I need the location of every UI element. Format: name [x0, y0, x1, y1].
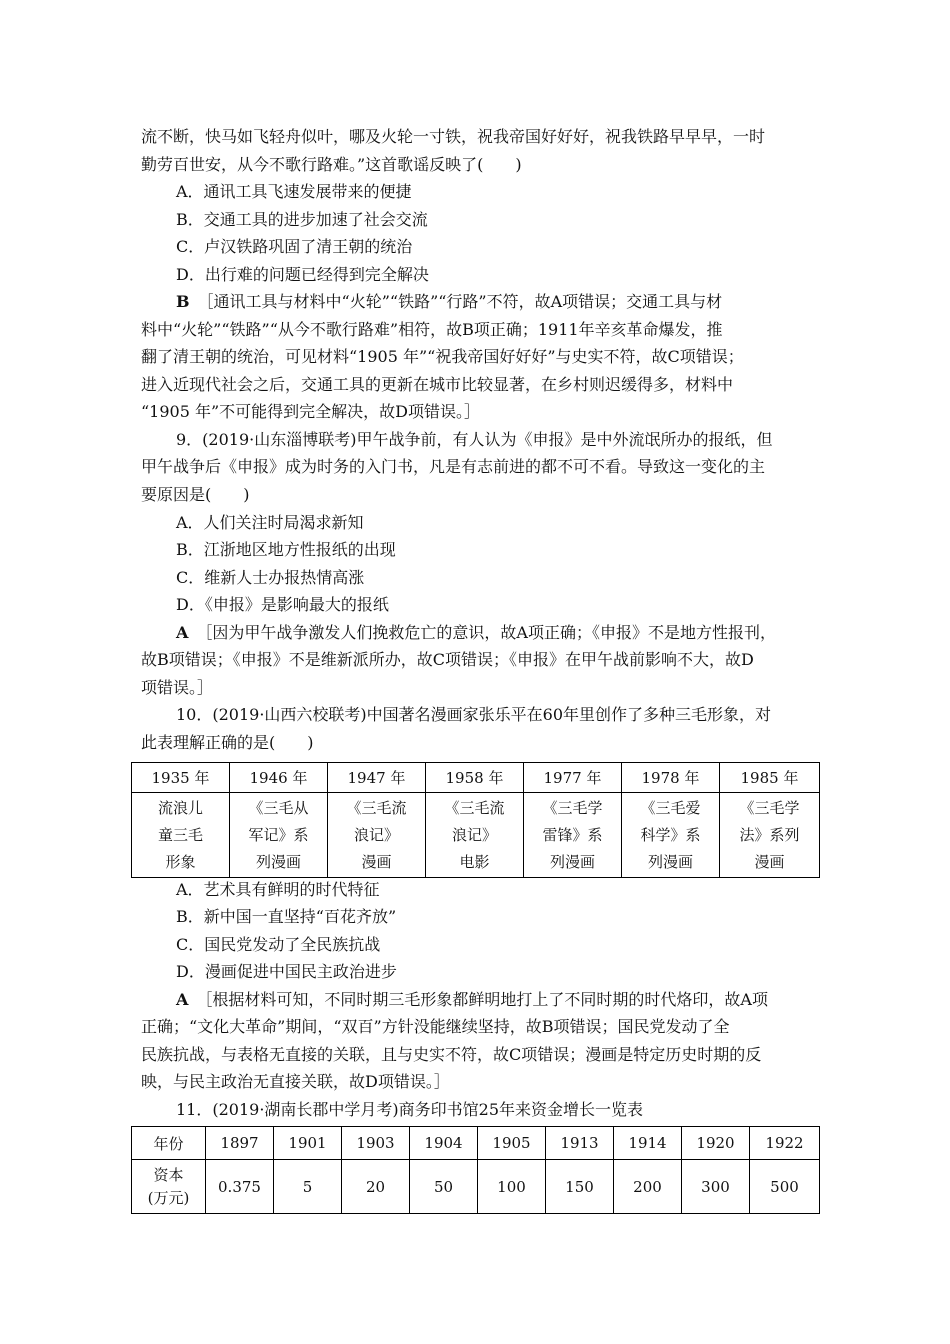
- q11-capital-cell: 500: [750, 1160, 820, 1214]
- q10-answer-key: A: [176, 990, 189, 1009]
- q8-option-d: D．出行难的问题已经得到完全解决: [176, 265, 429, 284]
- q11-capital-cell: 150: [546, 1160, 614, 1214]
- q10-option-b: B．新中国一直坚持“百花齐放”: [176, 907, 397, 926]
- q11-capital-cell: 5: [274, 1160, 342, 1214]
- q10-explanation-4: 映，与民主政治无直接关联，故D项错误。］: [141, 1072, 450, 1091]
- q11-capital-label: 资本 (万元): [132, 1160, 206, 1214]
- q10-year-cell: 1985 年: [720, 763, 820, 793]
- q11-year-cell: 1903: [342, 1127, 410, 1160]
- q11-year-cell: 1913: [546, 1127, 614, 1160]
- q11-capital-cell: 200: [614, 1160, 682, 1214]
- q8-stem-line-2: 勤劳百世安，从今不歌行路难。”这首歌谣反映了( ): [141, 155, 522, 174]
- q10-work-cell: 《三毛爱 科学》系 列漫画: [622, 793, 720, 878]
- q11-year-cell: 1920: [682, 1127, 750, 1160]
- q10-year-cell: 1935 年: [132, 763, 230, 793]
- q10-year-cell: 1978 年: [622, 763, 720, 793]
- q11-capital-table: [131, 1126, 820, 1214]
- q11-year-cell: 1922: [750, 1127, 820, 1160]
- q9-stem-line-2: 甲午战争后《申报》成为时务的入门书，凡是有志前进的都不可不看。导致这一变化的主: [141, 457, 766, 476]
- q11-capital-cell: 100: [478, 1160, 546, 1214]
- q10-answer-line-1: [176, 989, 768, 1011]
- q10-year-cell: 1977 年: [524, 763, 622, 793]
- q9-option-a: A．人们关注时局渴求新知: [176, 513, 364, 532]
- q9-explanation-2: 故B项错误；《申报》不是维新派所办，故C项错误；《申报》在甲午战前影响不大，故D: [141, 650, 754, 669]
- q11-capital-cell: 300: [682, 1160, 750, 1214]
- q10-year-cell: 1947 年: [328, 763, 426, 793]
- q8-option-b: B．交通工具的进步加速了社会交流: [176, 210, 428, 229]
- q10-table-year-row: [132, 763, 820, 793]
- q8-option-a: A．通讯工具飞速发展带来的便捷: [176, 182, 412, 201]
- q11-year-cell: 1897: [206, 1127, 274, 1160]
- q8-explanation-2: 料中“火轮”“铁路”“从今不歌行路难”相符，故B项正确；1911年辛亥革命爆发，推: [141, 320, 723, 339]
- q10-work-cell: 《三毛流 浪记》 电影: [426, 793, 524, 878]
- q9-explanation-3: 项错误。］: [141, 678, 214, 697]
- q11-year-cell: 1904: [410, 1127, 478, 1160]
- q10-option-c: C．国民党发动了全民族抗战: [176, 935, 381, 954]
- q11-year-cell: 1905: [478, 1127, 546, 1160]
- q11-capital-cell: 0.375: [206, 1160, 274, 1214]
- q9-option-c: C．维新人士办报热情高涨: [176, 568, 365, 587]
- q10-work-cell: 《三毛流 浪记》 漫画: [328, 793, 426, 878]
- q10-work-cell: 《三毛学 雷锋》系 列漫画: [524, 793, 622, 878]
- q10-work-cell: 《三毛从 军记》系 列漫画: [230, 793, 328, 878]
- q8-answer-line-1: [176, 291, 722, 313]
- q8-answer-key: B: [176, 292, 190, 311]
- q10-option-a: A．艺术具有鲜明的时代特征: [176, 880, 380, 899]
- q8-explanation-1: ［通讯工具与材料中“火轮”“铁路”“行路”不符，故A项错误；交通工具与材: [197, 292, 723, 311]
- q11-year-cell: 1901: [274, 1127, 342, 1160]
- q8-explanation-4: 进入近现代社会之后，交通工具的更新在城市比较显著，在乡村则迟缓得多，材料中: [141, 375, 734, 394]
- q11-year-label: 年份: [132, 1127, 206, 1160]
- q9-answer-key: A: [176, 623, 189, 642]
- q11-capital-row: [132, 1160, 820, 1214]
- q9-stem-line-1: 9．(2019·山东淄博联考)甲午战争前，有人认为《申报》是中外流氓所办的报纸，但: [176, 430, 773, 449]
- q9-answer-line-1: [176, 622, 776, 644]
- q11-capital-cell: 20: [342, 1160, 410, 1214]
- q11-year-row: [132, 1127, 820, 1160]
- q10-work-cell: 流浪儿 童三毛 形象: [132, 793, 230, 878]
- q10-table-work-row: [132, 793, 820, 878]
- q10-work-cell: 《三毛学 法》系列 漫画: [720, 793, 820, 878]
- q10-explanation-2: 正确；“文化大革命”期间，“双百”方针没能继续坚持，故B项错误；国民党发动了全: [141, 1017, 730, 1036]
- q10-explanation-3: 民族抗战，与表格无直接的关联，且与史实不符，故C项错误；漫画是特定历史时期的反: [141, 1045, 762, 1064]
- q9-stem-line-3: 要原因是( ): [141, 485, 250, 504]
- q9-explanation-1: ［因为甲午战争激发人们挽救危亡的意识，故A项正确；《申报》不是地方性报刊，: [196, 623, 776, 642]
- q8-option-c: C．卢汉铁路巩固了清王朝的统治: [176, 237, 413, 256]
- q10-sanmao-table: [131, 762, 820, 878]
- q11-year-cell: 1914: [614, 1127, 682, 1160]
- q9-option-b: B．江浙地区地方性报纸的出现: [176, 540, 396, 559]
- q10-year-cell: 1946 年: [230, 763, 328, 793]
- q11-title: 11．(2019·湖南长郡中学月考)商务印书馆25年来资金增长一览表: [176, 1100, 644, 1119]
- q10-option-d: D．漫画促进中国民主政治进步: [176, 962, 397, 981]
- q10-year-cell: 1958 年: [426, 763, 524, 793]
- q8-explanation-3: 翻了清王朝的统治，可见材料“1905 年”“祝我帝国好好好”与史实不符，故C项错误；: [141, 347, 744, 366]
- q10-stem-line-1: 10．(2019·山西六校联考)中国著名漫画家张乐平在60年里创作了多种三毛形象，对: [176, 705, 772, 724]
- q8-explanation-5: “1905 年”不可能得到完全解决，故D项错误。］: [141, 402, 480, 421]
- q8-stem-line-1: 流不断，快马如飞轻舟似叶，哪及火轮一寸铁，祝我帝国好好好，祝我铁路早早早，一时: [141, 127, 766, 146]
- q9-option-d: D．《申报》是影响最大的报纸: [176, 595, 389, 614]
- q10-stem-line-2: 此表理解正确的是( ): [141, 733, 314, 752]
- q10-explanation-1: ［根据材料可知，不同时期三毛形象都鲜明地打上了不同时期的时代烙印，故A项: [196, 990, 768, 1009]
- q11-capital-cell: 50: [410, 1160, 478, 1214]
